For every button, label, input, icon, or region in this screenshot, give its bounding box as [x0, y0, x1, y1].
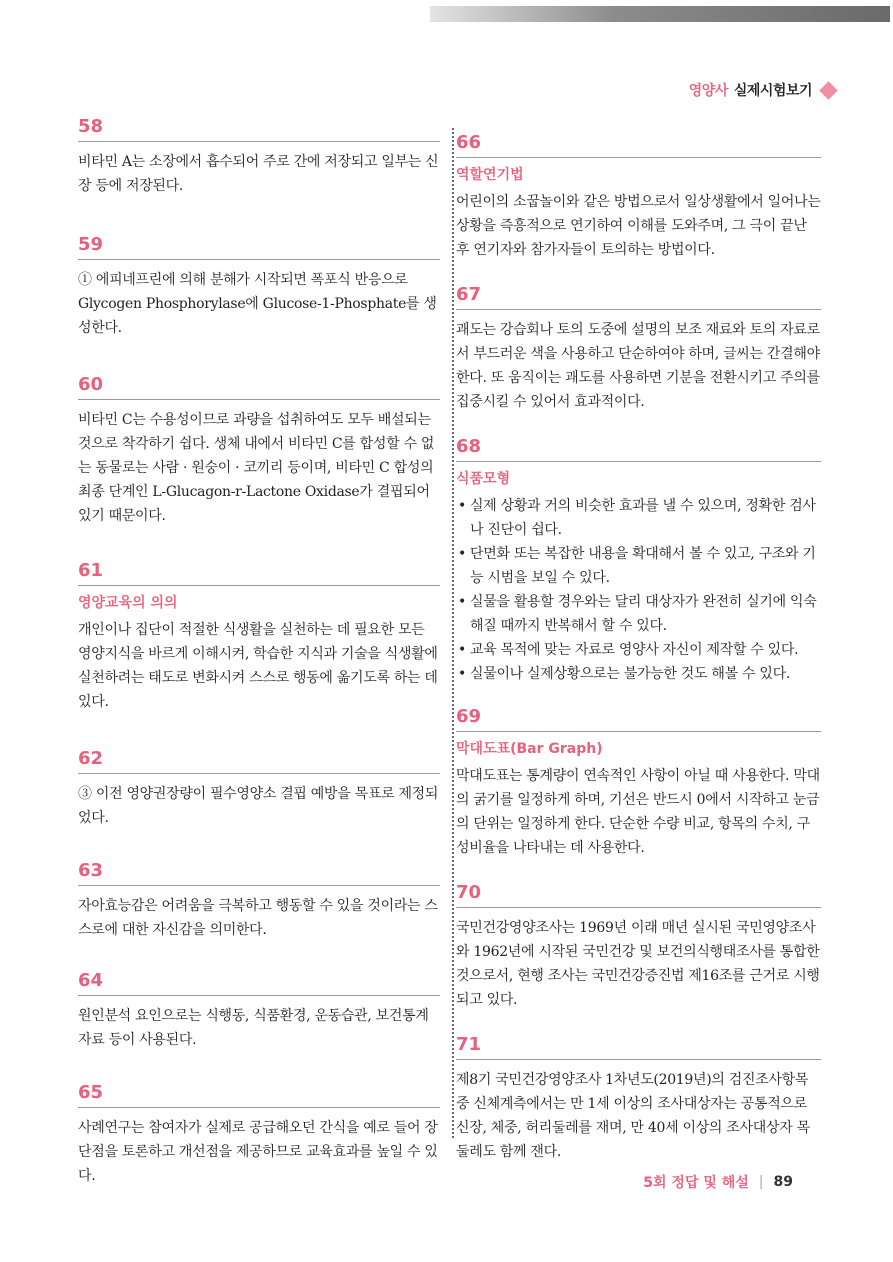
answer-60	[78, 374, 440, 528]
answer-number: 58	[78, 116, 440, 142]
footer-label: 5회 정답 및 해설	[643, 1175, 749, 1191]
answer-subtitle: 역할연기법	[456, 167, 524, 183]
answer-68	[456, 436, 821, 686]
answer-body: 비타민 C는 수용성이므로 과량을 섭취하여도 모두 배설되는 것으로 착각하기 쉽다. 생체 내에서 비타민 C를 합성할 수 없는 동물로는 사람 · 원숭이 · 코끼리 등이며, 비타민 C 합성의 최종 단계인 L-Glucagon-r-Lactone Oxidase가 결핍되어 있기 때문이다.	[78, 412, 435, 524]
answer-number: 67	[456, 284, 821, 310]
answer-number: 59	[78, 234, 440, 260]
answer-71	[456, 1034, 821, 1164]
answer-body: 국민건강영양조사는 1969년 이래 매년 실시된 국민영양조사와 1962년에 시작된 국민건강 및 보건의식행태조사를 통합한 것으로서, 현행 조사는 국민건강증진법 제16조를 근거로 시행되고 있다.	[456, 920, 820, 1008]
answer-61	[78, 560, 440, 714]
answer-body: 비타민 A는 소장에서 흡수되어 주로 간에 저장되고 일부는 신장 등에 저장된다.	[78, 154, 439, 194]
top-decorative-band	[430, 6, 890, 22]
answer-number: 70	[456, 882, 821, 908]
answer-number: 68	[456, 436, 821, 462]
answer-body: 사례연구는 참여자가 실제로 공급해오던 간식을 예로 들어 장단점을 토론하고 개선점을 제공하므로 교육효과를 높일 수 있다.	[78, 1120, 438, 1184]
answer-number: 66	[456, 132, 821, 158]
answer-number: 65	[78, 1082, 440, 1108]
answer-69	[456, 706, 821, 860]
answer-number: 64	[78, 970, 440, 996]
column-divider	[452, 128, 454, 1138]
answer-66	[456, 132, 821, 262]
answer-65	[78, 1082, 440, 1188]
answer-body: ③ 이전 영양권장량이 필수영양소 결핍 예방을 목표로 제정되었다.	[78, 786, 439, 826]
answer-59	[78, 234, 440, 340]
answer-subtitle: 영양교육의 의의	[78, 595, 178, 611]
page-footer	[643, 1172, 793, 1192]
header-title: 실제시험보기	[733, 83, 812, 99]
answer-body: 제8기 국민건강영양조사 1차년도(2019년)의 검진조사항목 중 신체계측에서는 만 1세 이상의 조사대상자는 공통적으로 신장, 체중, 허리둘레를 재며, 만 40세 이상의 조사대상자 목둘레도 함께 잰다.	[456, 1072, 810, 1160]
answer-number: 62	[78, 748, 440, 774]
list-item: • 실물이나 실제상황으로는 불가능한 것도 해볼 수 있다.	[456, 662, 821, 686]
answer-body: 어린이의 소꿉놀이와 같은 방법으로서 일상생활에서 일어나는 상황을 즉흥적으로 연기하여 이해를 도와주며, 그 극이 끝난 후 연기자와 참가자들이 토의하는 방법이다.	[456, 194, 821, 258]
answer-67	[456, 284, 821, 414]
list-item: • 단면화 또는 복잡한 내용을 확대해서 볼 수 있고, 구조와 기능 시범을 보일 수 있다.	[456, 542, 821, 590]
answer-body: 괘도는 강습회나 토의 도중에 설명의 보조 재료와 토의 자료로서 부드러운 색을 사용하고 단순하여야 하며, 글씨는 간결해야 한다. 또 움직이는 괘도를 사용하면 기분을 전환시키고 주의를 집중시킬 수 있어서 효과적이다.	[456, 322, 820, 410]
answer-58	[78, 116, 440, 198]
answer-63	[78, 860, 440, 942]
footer-separator: |	[758, 1174, 764, 1190]
right-column	[456, 108, 821, 1164]
answer-body: 자아효능감은 어려움을 극복하고 행동할 수 있을 것이라는 스스로에 대한 자신감을 의미한다.	[78, 898, 438, 938]
bullet-list	[456, 494, 821, 686]
answer-number: 71	[456, 1034, 821, 1060]
list-item: • 실제 상황과 거의 비슷한 효과를 낼 수 있으며, 정확한 검사나 진단이 쉽다.	[456, 494, 821, 542]
answer-body: ① 에피네프린에 의해 분해가 시작되면 폭포식 반응으로 Glycogen Phosphorylase에 Glucose-1-Phosphate를 생성한다.	[78, 272, 437, 336]
header-brand: 영양사	[688, 83, 728, 99]
list-item: • 교육 목적에 맞는 자료로 영양사 자신이 제작할 수 있다.	[456, 638, 821, 662]
answer-62	[78, 748, 440, 830]
answer-70	[456, 882, 821, 1012]
answer-subtitle: 막대도표(Bar Graph)	[456, 741, 603, 757]
page-number: 89	[773, 1174, 793, 1190]
diamond-icon	[819, 81, 837, 99]
answer-body: 개인이나 집단이 적절한 식생활을 실천하는 데 필요한 모든 영양지식을 바르게 이해시켜, 학습한 지식과 기술을 식생활에 실천하려는 태도로 변화시켜 스스로 행동에 옮기도록 하는 데 있다.	[78, 622, 438, 710]
answer-number: 60	[78, 374, 440, 400]
page-header	[689, 80, 835, 100]
left-column	[78, 108, 440, 1188]
answer-number: 69	[456, 706, 821, 732]
answer-body: 막대도표는 통계량이 연속적인 사항이 아닐 때 사용한다. 막대의 굵기를 일정하게 하며, 기선은 반드시 0에서 시작하고 눈금의 단위는 일정하게 한다. 단순한 수량 비교, 항목의 수치, 구성비율을 나타내는 데 사용한다.	[456, 768, 820, 856]
list-item: • 실물을 활용할 경우와는 달리 대상자가 완전히 실기에 익숙해질 때까지 반복해서 할 수 있다.	[456, 590, 821, 638]
answer-64	[78, 970, 440, 1052]
answer-subtitle: 식품모형	[456, 471, 511, 487]
answer-body: 원인분석 요인으로는 식행동, 식품환경, 운동습관, 보건통계자료 등이 사용된다.	[78, 1008, 429, 1048]
answer-number: 61	[78, 560, 440, 586]
answer-number: 63	[78, 860, 440, 886]
